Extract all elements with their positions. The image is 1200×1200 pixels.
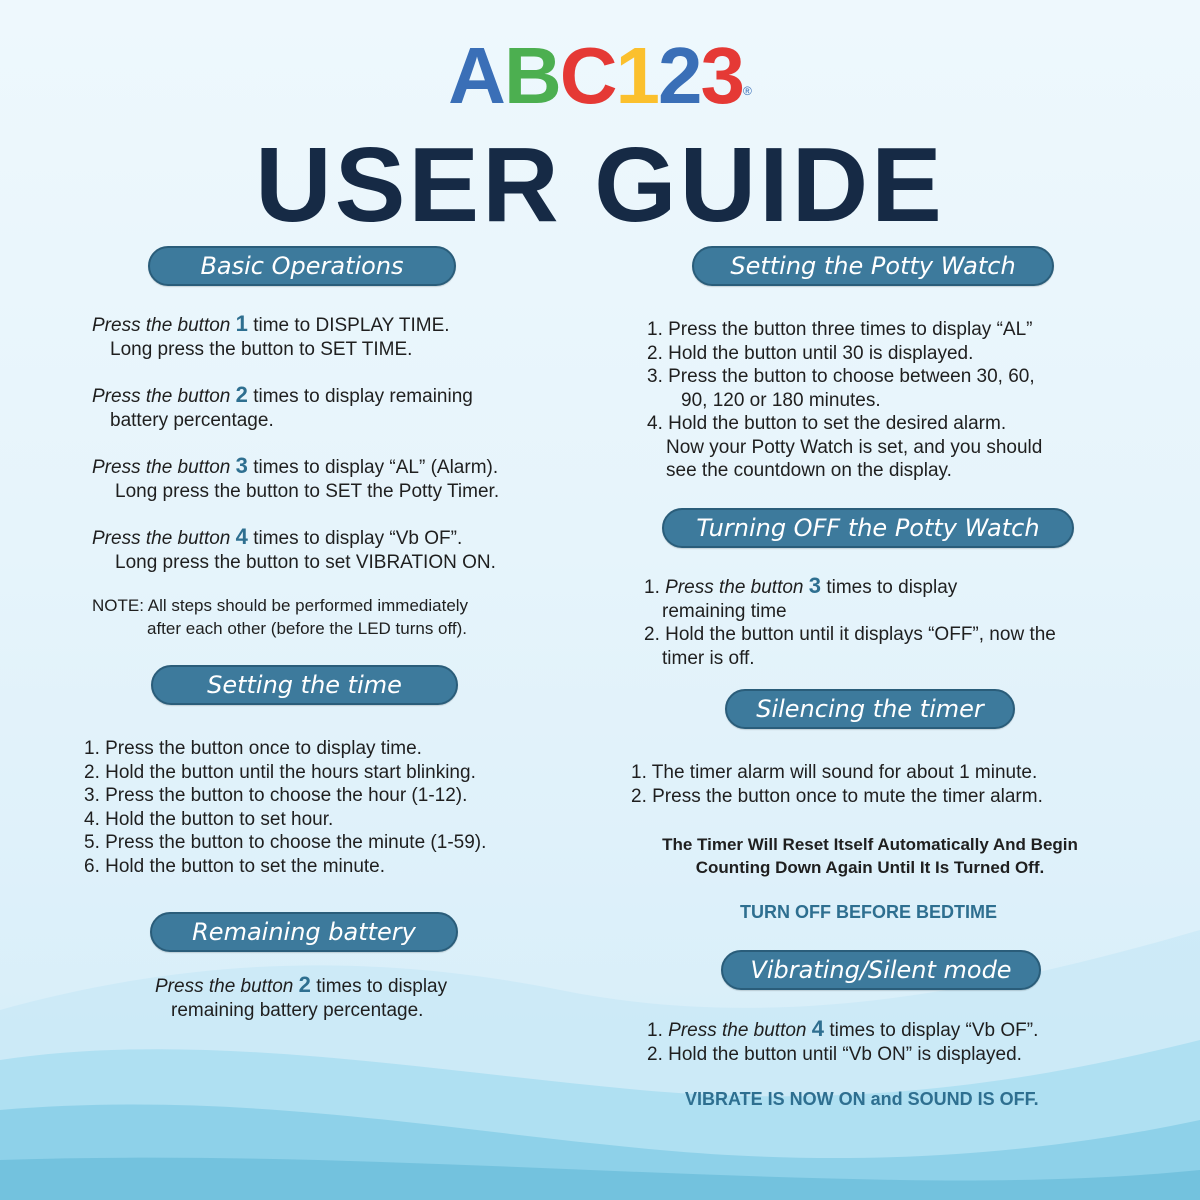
turn-off-bedtime-note: TURN OFF BEFORE BEDTIME [740,902,997,922]
off-step-2: 2. Hold the button until it displays “OFF”, now the [644,624,1056,645]
time-step-3: 3. Press the button to choose the hour (1-12). [84,785,468,806]
vibrating-steps [647,1017,1038,1066]
vibrate-step-2: 2. Hold the button until “Vb ON” is displayed. [647,1043,1022,1065]
potty-step-4: 4. Hold the button to set the desired alarm. [647,413,1007,434]
silencing-steps [631,761,1043,808]
heading-remaining-battery: Remaining battery [150,912,458,952]
basic-item-3: Press the button 3 times to display “AL” (Alarm). Long press the button to SET the Potty Timer. [92,453,500,502]
logo-letter-c: C [559,31,616,120]
potty-step-4-cont-b: see the countdown on the display. [666,460,952,481]
turning-off-steps: 1. Press the button 3 times to display remaining time 2. Hold the button until it displays “OFF”, now the timer is off. [644,573,1056,669]
heading-vibrating-silent-mode: Vibrating/Silent mode [721,950,1041,990]
basic-item-1: Press the button 1 time to DISPLAY TIME. Long press the button to SET TIME. [92,311,450,360]
page-title: USER GUIDE [255,126,945,244]
reset-note: The Timer Will Reset Itself Automatically And Begin Counting Down Again Until It Is Turned Off. [662,835,1078,877]
basic-item-2: Press the button 2 times to display remaining battery percentage. [92,382,473,431]
logo-letter-b: B [503,31,560,120]
vibrate-step-1: 1. Press the button 4 times to display “Vb OF”. [647,1016,1039,1041]
heading-setting-the-time: Setting the time [151,665,458,705]
potty-watch-steps [647,318,1042,483]
logo-digit-2: 2 [658,31,701,120]
setting-time-steps [84,737,486,878]
potty-step-3-cont: 90, 120 or 180 minutes. [681,389,881,411]
time-step-2: 2. Hold the button until the hours start blinking. [84,761,476,783]
basic-operations-list [92,312,499,640]
basic-item-4: Press the button 4 times to display “Vb OF”. Long press the button to set VIBRATION ON. [92,524,496,573]
off-step-1: 1. Press the button 3 times to display [644,573,958,598]
silence-step-2: 2. Press the button once to mute the timer alarm. [631,785,1043,807]
logo-digit-3: 3 [700,31,743,120]
time-step-6: 6. Hold the button to set the minute. [84,855,386,877]
basic-note: NOTE: All steps should be performed immediately after each other (before the LED turns off). [92,596,469,638]
registered-mark: ® [743,84,752,98]
time-step-5: 5. Press the button to choose the minute (1-59). [84,832,487,853]
potty-step-1: 1. Press the button three times to display “AL” [647,319,1033,340]
potty-step-2: 2. Hold the button until 30 is displayed. [647,342,974,364]
brand-logo [0,31,1200,131]
heading-turning-off-potty-watch: Turning OFF the Potty Watch [662,508,1074,548]
time-step-4: 4. Hold the button to set hour. [84,808,334,830]
time-step-1: 1. Press the button once to display time. [84,738,422,759]
potty-step-3: 3. Press the button to choose between 30, 60, [647,366,1035,387]
heading-setting-potty-watch: Setting the Potty Watch [692,246,1054,286]
logo-digit-1: 1 [615,31,658,120]
potty-step-4-cont-a: Now your Potty Watch is set, and you should [666,436,1043,458]
silence-step-1: 1. The timer alarm will sound for about 1 minute. [631,762,1038,783]
heading-basic-operations: Basic Operations [148,246,456,286]
heading-silencing-timer: Silencing the timer [725,689,1015,729]
logo-letter-a: A [448,31,504,120]
vibrate-on-note: VIBRATE IS NOW ON and SOUND IS OFF. [685,1089,1039,1109]
battery-instructions: Press the button 2 times to display remaining battery percentage. [155,972,448,1021]
